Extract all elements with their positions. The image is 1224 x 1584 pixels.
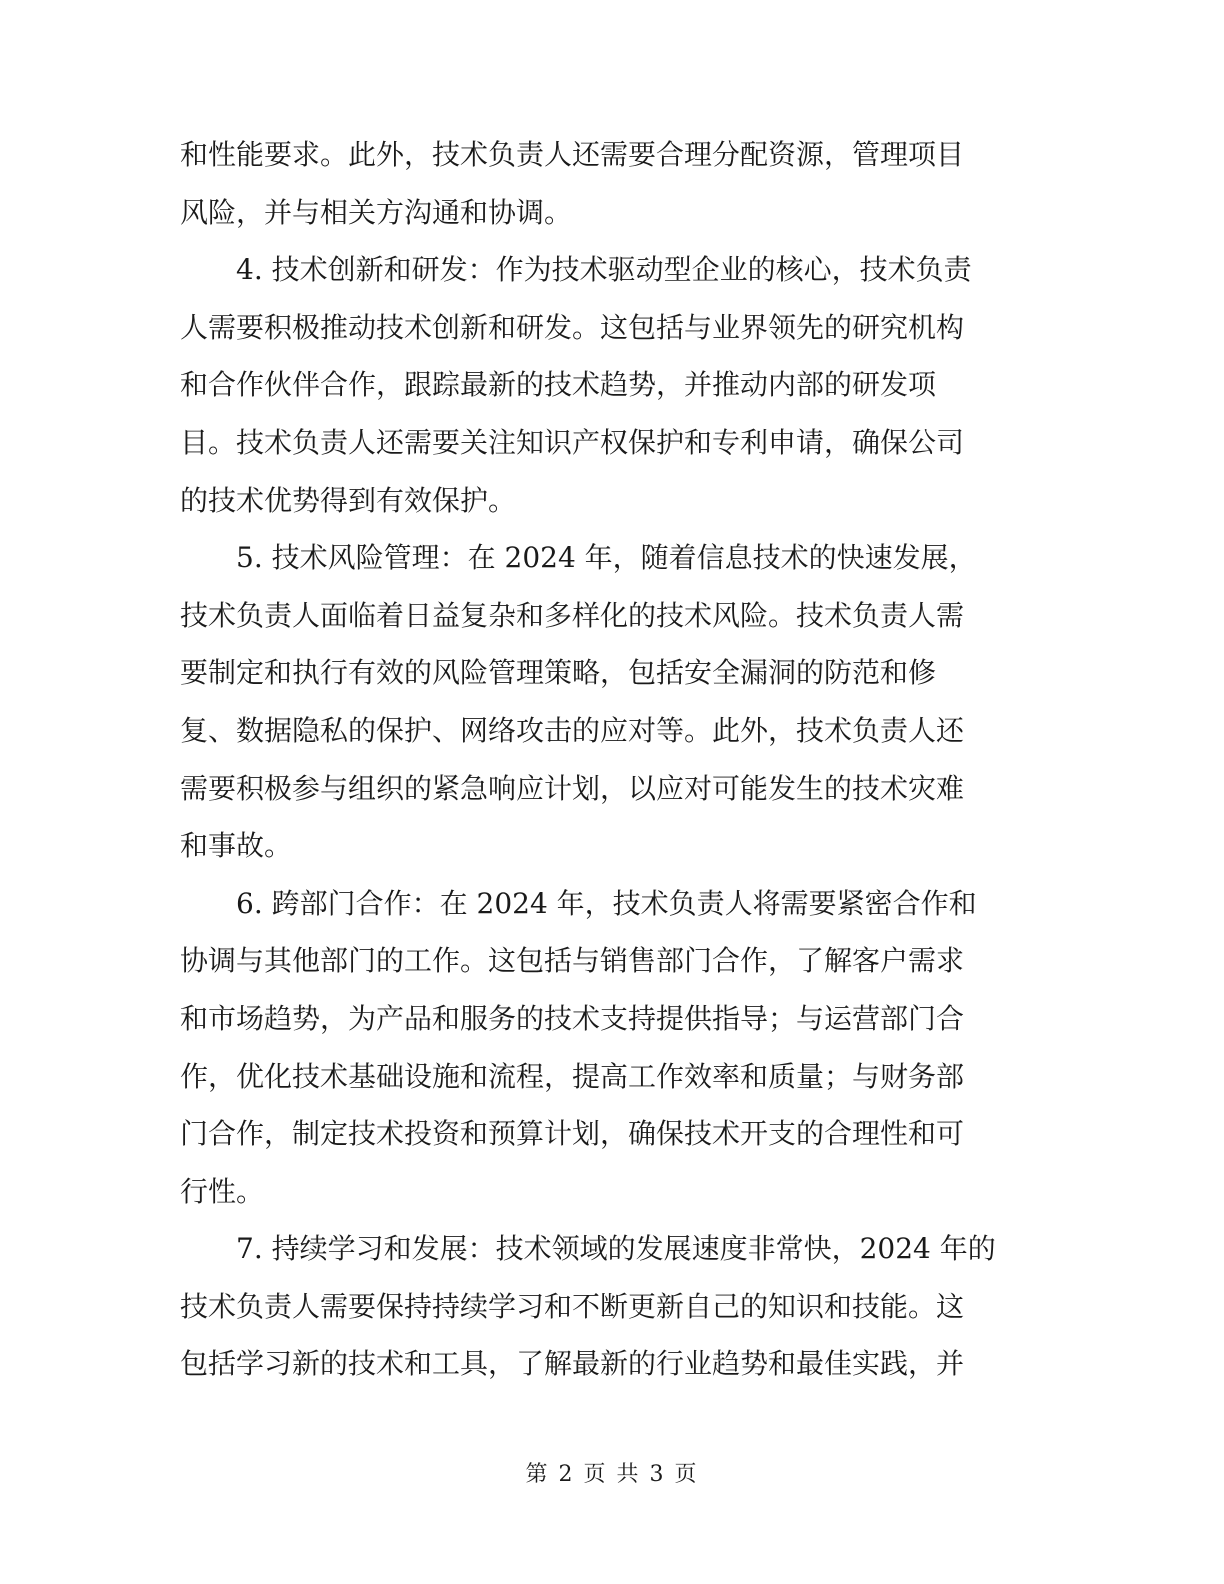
text-line: 行性。 [180,1174,265,1208]
list-item-4-start: 4. 技术创新和研发：作为技术驱动型企业的核心，技术负责 [236,253,972,287]
text-line: 的技术优势得到有效保护。 [180,483,517,517]
text-line: 技术负责人面临着日益复杂和多样化的技术风险。技术负责人需 [180,598,965,632]
text-line: 要制定和执行有效的风险管理策略，包括安全漏洞的防范和修 [180,656,937,690]
text-line: 协调与其他部门的工作。这包括与销售部门合作，了解客户需求 [180,944,965,978]
text-line: 复、数据隐私的保护、网络攻击的应对等。此外，技术负责人还 [180,713,965,747]
text-line: 包括学习新的技术和工具，了解最新的行业趋势和最佳实践，并 [180,1347,965,1381]
text-line: 风险，并与相关方沟通和协调。 [180,195,573,229]
text-line: 技术负责人需要保持持续学习和不断更新自己的知识和技能。这 [180,1289,965,1323]
list-item-5-start: 5. 技术风险管理：在 2024 年，随着信息技术的快速发展， [236,541,977,575]
text-line: 需要积极参与组织的紧急响应计划，以应对可能发生的技术灾难 [180,771,965,805]
text-line: 门合作，制定技术投资和预算计划，确保技术开支的合理性和可 [180,1117,965,1151]
text-line: 和性能要求。此外，技术负责人还需要合理分配资源，管理项目 [180,138,965,171]
text-line: 人需要积极推动技术创新和研发。这包括与业界领先的研究机构 [180,310,965,344]
text-line: 和事故。 [180,829,293,863]
document-body [180,126,1035,1393]
text-line: 作，优化技术基础设施和流程，提高工作效率和质量；与财务部 [180,1059,965,1093]
text-line: 和合作伙伴合作，跟踪最新的技术趋势，并推动内部的研发项 [180,368,937,402]
page-number-footer: 第 2 页 共 3 页 [525,1462,699,1487]
list-item-7-start: 7. 持续学习和发展：技术领域的发展速度非常快，2024 年的 [236,1232,996,1266]
list-item-6-start: 6. 跨部门合作：在 2024 年，技术负责人将需要紧密合作和 [236,886,977,920]
text-line: 目。技术负责人还需要关注知识产权保护和专利申请，确保公司 [180,425,965,459]
text-line: 和市场趋势，为产品和服务的技术支持提供指导；与运营部门合 [180,1001,965,1035]
